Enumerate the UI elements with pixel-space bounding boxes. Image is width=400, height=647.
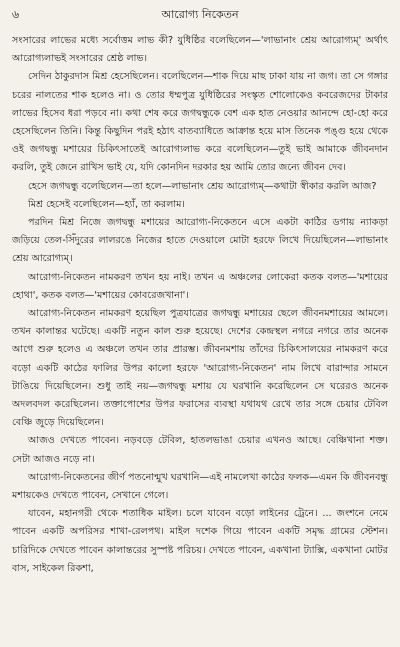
running-header xyxy=(12,8,388,24)
paragraph-3: হেসে জগদ্বন্ধু বলেছিলেন—তা হলে—লাভানাং শ্রেয় আরোগ্যম্—কথাটা স্বীকার করলি আজ? xyxy=(28,180,377,192)
paragraph-9: আরোগ্য-নিকেতনের জীর্ণ পতনোন্মুখ ঘরখানি—এই নামলেখা কাঠের ফলক—এমন কি জীবনবন্ধু মশায়কেও দেখতে পাবেন, সেখানে গেলে। xyxy=(12,471,388,502)
paragraph-10: যাবেন, মহানগরী থেকে শতাধিক মাইল। চলে যাবেন বড়ো লাইনের ট্রেনে। ... জংশনে নেমে পাবেন একটি অপরিসর শাখা-রেলপথ। মাইল দশেক গিয়ে পাবেন একটি সমৃদ্ধ গ্রামের স্টেশন। চারিদিকে দেখতে পাবেন কালান্তরের সুস্পষ্ট পরিচয়। দেখতে পাবেন, একখানা ট্যাক্সি, একখানা মোটর বাস, সাইকেল রিকশা, xyxy=(12,508,388,574)
paragraph-1: সংসারের লাভের মধ্যে সর্বোত্তম লাভ কী? যুধিষ্ঠির বলেছিলেন—'লাভানাং শ্রেয় আরোগ্যম্' অর্থাৎ আরোগ্যলাভই সংসারের শ্রেষ্ঠ লাভ। xyxy=(12,35,388,65)
paragraph-7: আরোগ্য-নিকেতন নামকরণ হয়েছিল পুত্রযাত্রের জগদ্বন্ধু মশায়ের ছেলে জীবনমশায়ের আমলে। তখন কালান্তর ঘটেছে। একটি নতুন কাল শুরু হয়েছে। দেশের কেন্দ্রস্থল নগরে নগরে তার অনেক আগে শুরু হলেও এ অঞ্চলে তখন তার প্রারম্ভ। জীবনমশায় তাঁদের চিকিৎসালয়ের নামকরণ করে বড়ো একটি কাঠের ফালির উপর কালো হরফে 'আরোগ্য-নিকেতন' নাম লিখে বারান্দার সামনে টাঙিয়ে দিয়েছিলেন। শুধু তাই নয়—জগদ্বন্ধু মশায় যে ঘরখানি করেছিলেন সে ঘরেরও অনেক অদলবদল করেছিলেন। তক্তাপোশের উপর ফরাসের ব্যবস্থা যথাযথ রেখে তার সঙ্গে চেয়ার টেবিল বেঞ্চি জুড়ে দিয়েছিলেন। xyxy=(12,308,388,429)
paragraph-6: আরোগ্য-নিকেতন নামকরণ তখন হয় নাই। তখন এ অঞ্চলের লোকেরা কতক বলত—'মশায়ের হোথা', কতক বলত—'মশায়ের কোবরেজখানা'। xyxy=(12,271,388,301)
paragraph-5: পরদিন মিশ্র নিজে জগদ্বন্ধু মশায়ের আরোগ্য-নিকেতনে এসে একটা কাঠির ডগায় ন্যাকড়া জড়িয়ে তেল-সিঁদুরের লালরঙে নিজের হাতে দেওয়ালে মোটা হরফে লিখে দিয়েছিলেন—লাভানাং শ্রেয় আরোগ্যম্। xyxy=(12,217,388,265)
paragraph-2: সেদিন ঠাকুরদাস মিশ্র হেসেছিলেন। বলেছিলেন—শাক দিয়ে মাছ ঢাকা যায় না জগ। তা সে গঙ্গার চরের নালতের শাক হলেও না। ও তোর ধম্মপুত্র যুধিষ্ঠিরের সংস্কৃত শোলোকেও কবরেজদের টাকার লাভের হিসেব ধরা পড়বে না। কথা শেষ করে জগদ্বন্ধুকে বেশ এক হাত নেওয়ার আনন্দে হো-হো করে হেসেছিলেন তিনি। কিন্তু কিছুদিন পরই হঠাৎ বাতব্যাধিতে আক্রান্ত হয়ে মাস তিনেক পঙ্গু হয়ে থেকে ওই জগদ্বন্ধু মশায়ের চিকিৎসাতেই আরোগ্যলাভ করে বলেছিলেন—তুই ভাই আমাকে জীবনদান করলি, তুই জেনে রাখিস ভাই যে, যদি কোনদিন দরকার হয় আমি তোর জন্যে জীবন দেব। xyxy=(12,71,388,174)
paragraph-8: আজও দেখতে পাবেন। নড়বড়ে টেবিল, হাতলভাঙা চেয়ার এখনও আছে। বেঞ্চিখানা শক্ত। সেটা আজও নড়ে না। xyxy=(12,435,388,465)
paragraph-4: মিশ্র হেসেই বলেছিলেন—হ্যাঁ, তা করলাম। xyxy=(28,198,185,210)
running-title: আরোগ্য নিকেতন xyxy=(161,8,239,21)
page-body xyxy=(12,32,388,578)
page-number: ৬ xyxy=(12,8,20,21)
